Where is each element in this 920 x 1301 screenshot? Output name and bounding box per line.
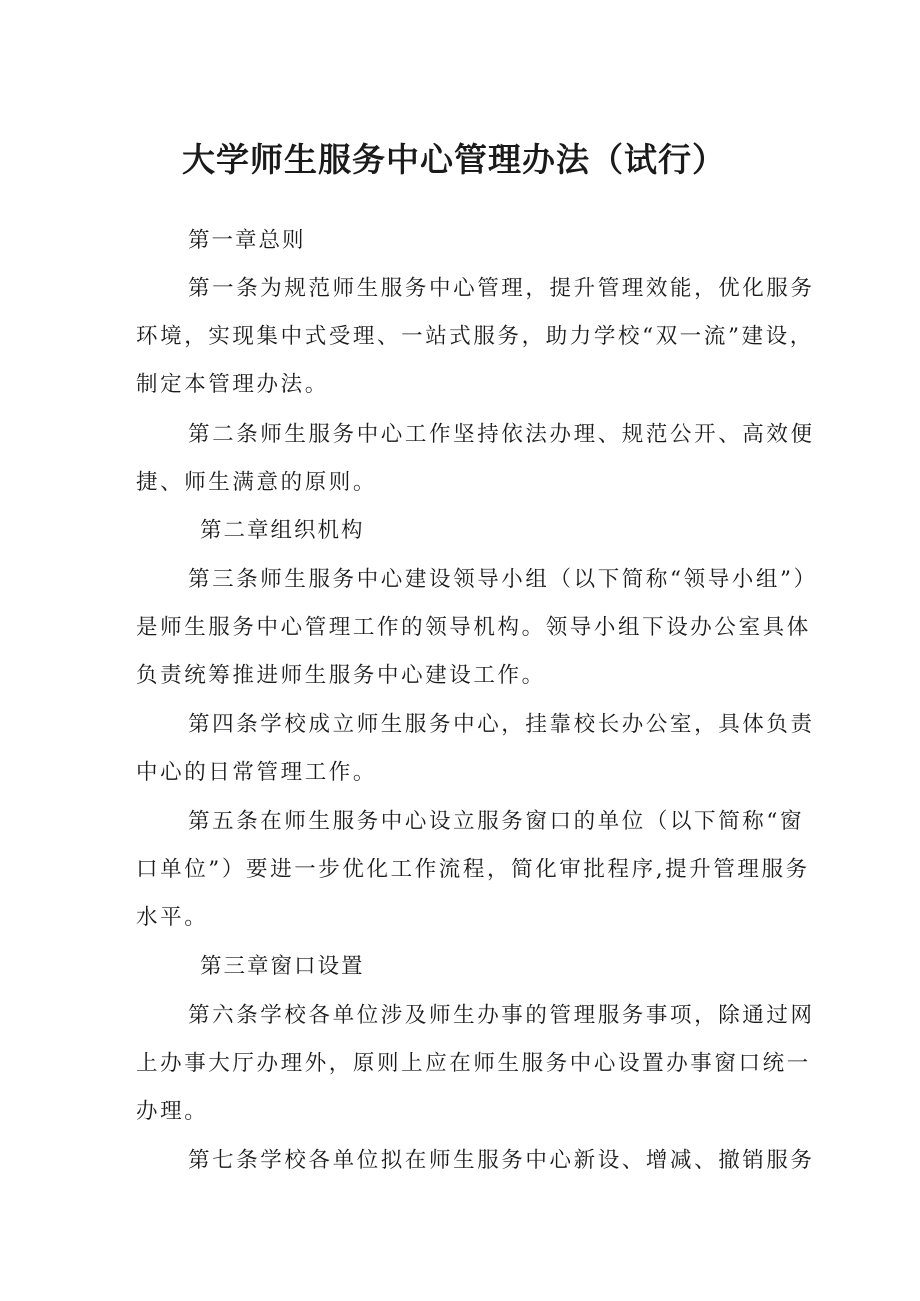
article-6-line-2: 上办事大厅办理外，原则上应在师生服务中心设置办事窗口统一: [136, 1051, 811, 1076]
chapter-3-heading: 第三章窗口设置: [200, 954, 365, 979]
chapter-1-heading: 第一章总则: [188, 228, 306, 253]
article-6-line-3: 办理。: [136, 1099, 209, 1124]
article-4-line-2: 中心的日常管理工作。: [136, 760, 378, 785]
article-2-line-2: 捷、师生满意的原则。: [136, 470, 378, 495]
article-4-line-1: 第四条学校成立师生服务中心，挂靠校长办公室，具体负责: [188, 712, 815, 737]
document-title: 大学师生服务中心管理办法（试行）: [182, 140, 726, 179]
chapter-2-heading: 第二章组织机构: [200, 518, 365, 543]
article-1-line-2: 环境，实现集中式受理、一站式服务，助力学校“双一流”建设，: [136, 324, 814, 349]
article-7-line-1: 第七条学校各单位拟在师生服务中心新设、增减、撤销服务: [188, 1148, 815, 1173]
article-3-line-2: 是师生服务中心管理工作的领导机构。领导小组下设办公室具体: [136, 615, 811, 640]
article-2-line-1: 第二条师生服务中心工作坚持依法办理、规范公开、高效便: [188, 422, 815, 447]
article-1-line-1: 第一条为规范师生服务中心管理，提升管理效能，优化服务: [188, 276, 815, 301]
article-6-line-1: 第六条学校各单位涉及师生办事的管理服务事项，除通过网: [188, 1003, 815, 1028]
article-1-line-3: 制定本管理办法。: [136, 372, 329, 397]
article-5-line-2: 口单位”）要进一步优化工作流程，简化审批程序,提升管理服务: [136, 857, 810, 882]
article-3-line-3: 负责统筹推进师生服务中心建设工作。: [136, 663, 546, 688]
article-3-line-1: 第三条师生服务中心建设领导小组（以下简称“领导小组”）: [188, 567, 818, 592]
article-5-line-3: 水平。: [136, 905, 209, 930]
article-5-line-1: 第五条在师生服务中心设立服务窗口的单位（以下简称“窗: [188, 809, 805, 834]
